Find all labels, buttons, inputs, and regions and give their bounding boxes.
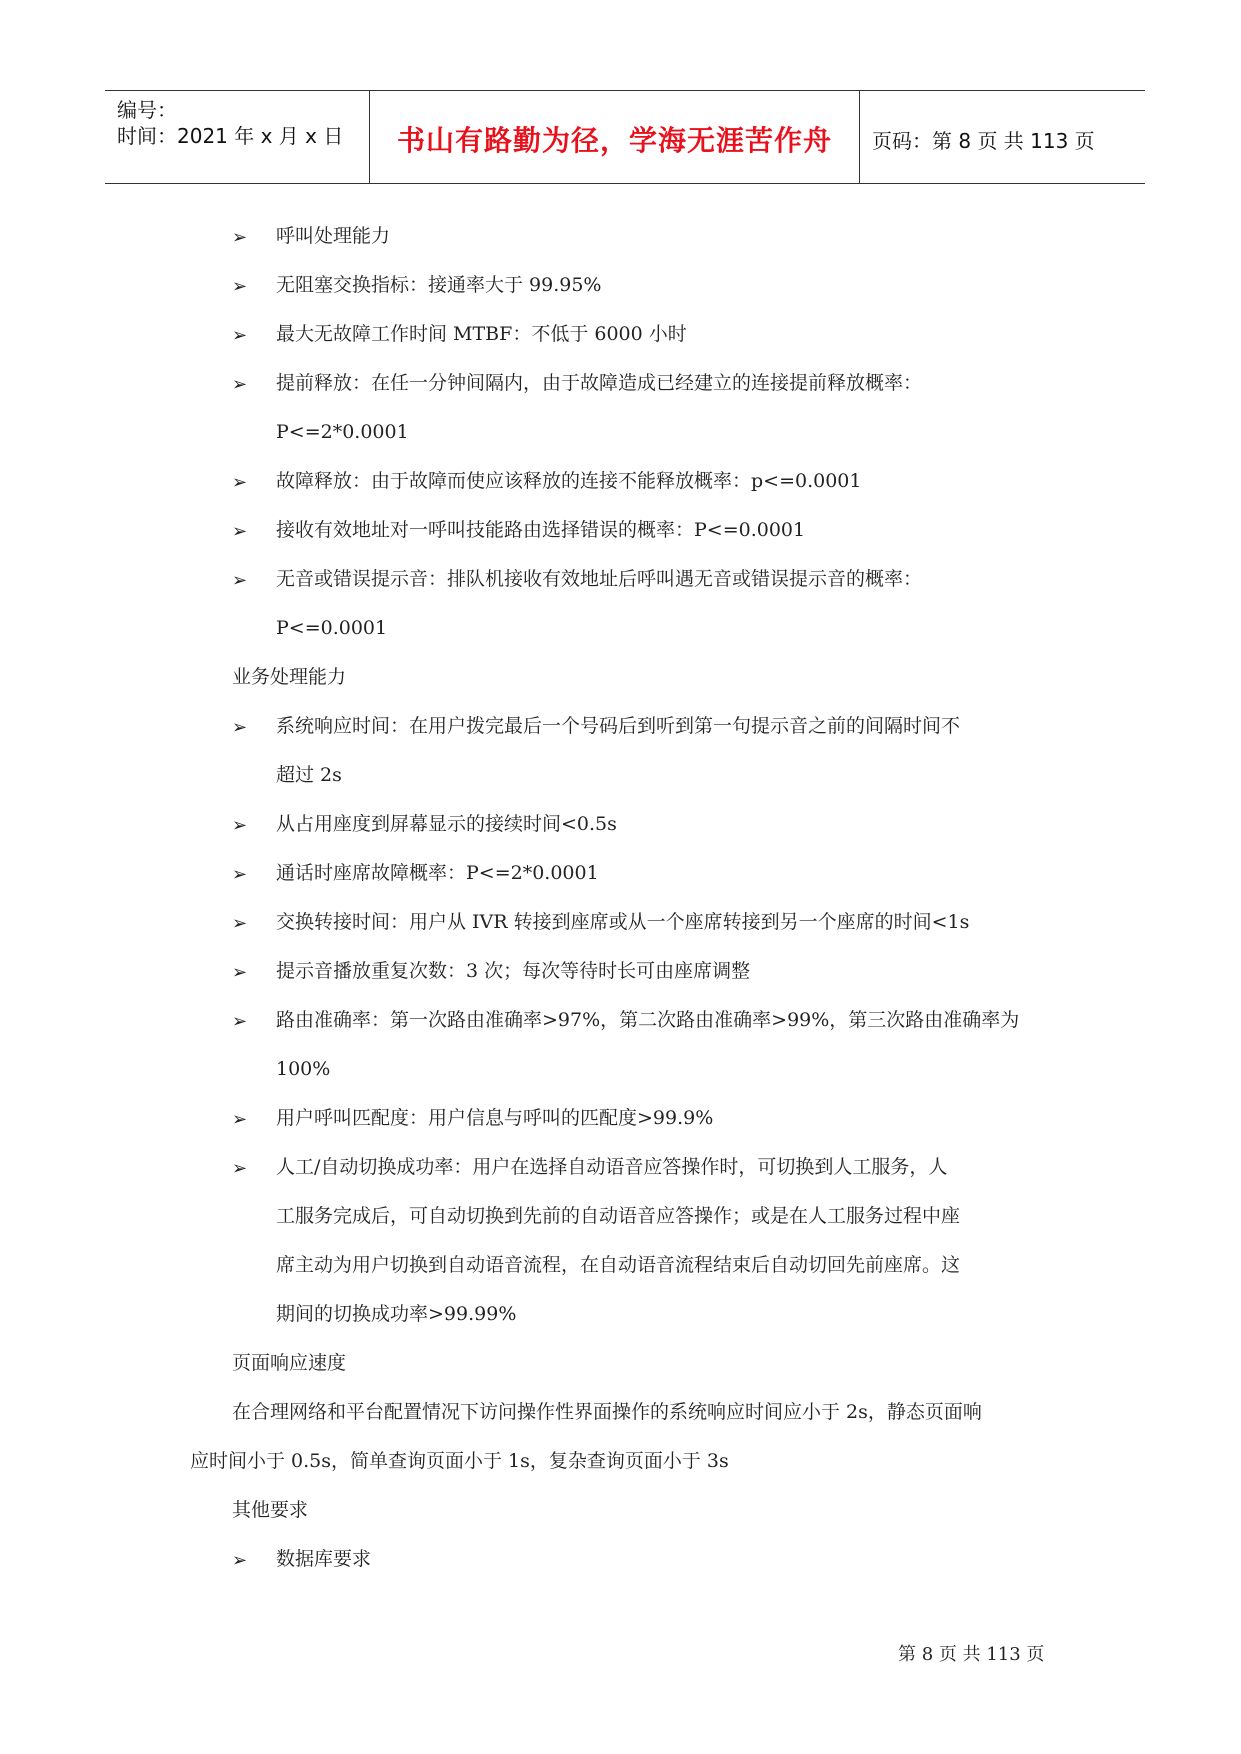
paragraph: 在合理网络和平台配置情况下访问操作性界面操作的系统响应时间应小于 2s，静态页面响	[232, 1401, 982, 1423]
bullet-icon: ➢	[232, 913, 248, 934]
list-item: 用户呼叫匹配度：用户信息与呼叫的匹配度>99.9%	[276, 1107, 714, 1129]
bullet-icon: ➢	[232, 815, 248, 836]
section-heading: 其他要求	[232, 1499, 309, 1521]
list-item: 呼叫处理能力	[276, 225, 391, 247]
section-heading: 页面响应速度	[232, 1352, 347, 1374]
list-item-continuation: P<=0.0001	[276, 617, 388, 639]
bullet-icon: ➢	[232, 570, 248, 591]
bullet-icon: ➢	[232, 962, 248, 983]
list-item: 系统响应时间：在用户拨完最后一个号码后到听到第一句提示音之前的间隔时间不	[276, 715, 961, 737]
header-left-cell	[105, 91, 370, 183]
list-item: 人工/自动切换成功率：用户在选择自动语音应答操作时，可切换到人工服务，人	[276, 1156, 948, 1178]
header-page-cell	[860, 91, 1145, 183]
bullet-icon: ➢	[232, 325, 248, 346]
list-item-continuation: 工服务完成后，可自动切换到先前的自动语音应答操作；或是在人工服务过程中座	[276, 1205, 961, 1227]
page-header	[105, 90, 1145, 184]
header-motto-cell	[370, 91, 860, 183]
list-item: 无音或错误提示音：排队机接收有效地址后呼叫遇无音或错误提示音的概率：	[276, 568, 923, 590]
bullet-icon: ➢	[232, 374, 248, 395]
list-item-continuation: 期间的切换成功率>99.99%	[276, 1303, 517, 1325]
header-page-info: 页码：第 8 页 共 113 页	[872, 128, 1095, 153]
bullet-icon: ➢	[232, 276, 248, 297]
page-footer: 第 8 页 共 113 页	[898, 1644, 1045, 1665]
list-item: 路由准确率：第一次路由准确率>97%，第二次路由准确率>99%，第三次路由准确率为	[276, 1009, 1020, 1031]
list-item: 交换转接时间：用户从 IVR 转接到座席或从一个座席转接到另一个座席的时间<1s	[276, 911, 970, 933]
list-item-continuation: P<=2*0.0001	[276, 421, 409, 443]
list-item: 数据库要求	[276, 1548, 372, 1570]
bullet-icon: ➢	[232, 1550, 248, 1571]
bullet-icon: ➢	[232, 472, 248, 493]
list-item: 提前释放：在任一分钟间隔内，由于故障造成已经建立的连接提前释放概率：	[276, 372, 923, 394]
list-item-continuation: 100%	[276, 1058, 331, 1080]
header-motto: 书山有路勤为径，学海无涯苦作舟	[396, 124, 832, 157]
list-item-continuation: 超过 2s	[276, 764, 342, 786]
header-number-label: 编号：	[117, 98, 177, 122]
bullet-icon: ➢	[232, 864, 248, 885]
bullet-icon: ➢	[232, 717, 248, 738]
list-item: 通话时座席故障概率：P<=2*0.0001	[276, 862, 599, 884]
list-item-continuation: 席主动为用户切换到自动语音流程，在自动语音流程结束后自动切回先前座席。这	[276, 1254, 961, 1276]
list-item: 提示音播放重复次数：3 次；每次等待时长可由座席调整	[276, 960, 751, 982]
list-item: 从占用座度到屏幕显示的接续时间<0.5s	[276, 813, 617, 835]
section-heading: 业务处理能力	[232, 666, 347, 688]
paragraph-continuation: 应时间小于 0.5s，简单查询页面小于 1s，复杂查询页面小于 3s	[190, 1450, 729, 1472]
list-item: 最大无故障工作时间 MTBF：不低于 6000 小时	[276, 323, 687, 345]
bullet-icon: ➢	[232, 1011, 248, 1032]
list-item: 无阻塞交换指标：接通率大于 99.95%	[276, 274, 602, 296]
bullet-icon: ➢	[232, 227, 248, 248]
header-time-label: 时间：2021 年 x 月 x 日	[117, 124, 344, 148]
bullet-icon: ➢	[232, 521, 248, 542]
list-item: 故障释放：由于故障而使应该释放的连接不能释放概率：p<=0.0001	[276, 470, 862, 492]
bullet-icon: ➢	[232, 1109, 248, 1130]
bullet-icon: ➢	[232, 1158, 248, 1179]
list-item: 接收有效地址对一呼叫技能路由选择错误的概率：P<=0.0001	[276, 519, 806, 541]
